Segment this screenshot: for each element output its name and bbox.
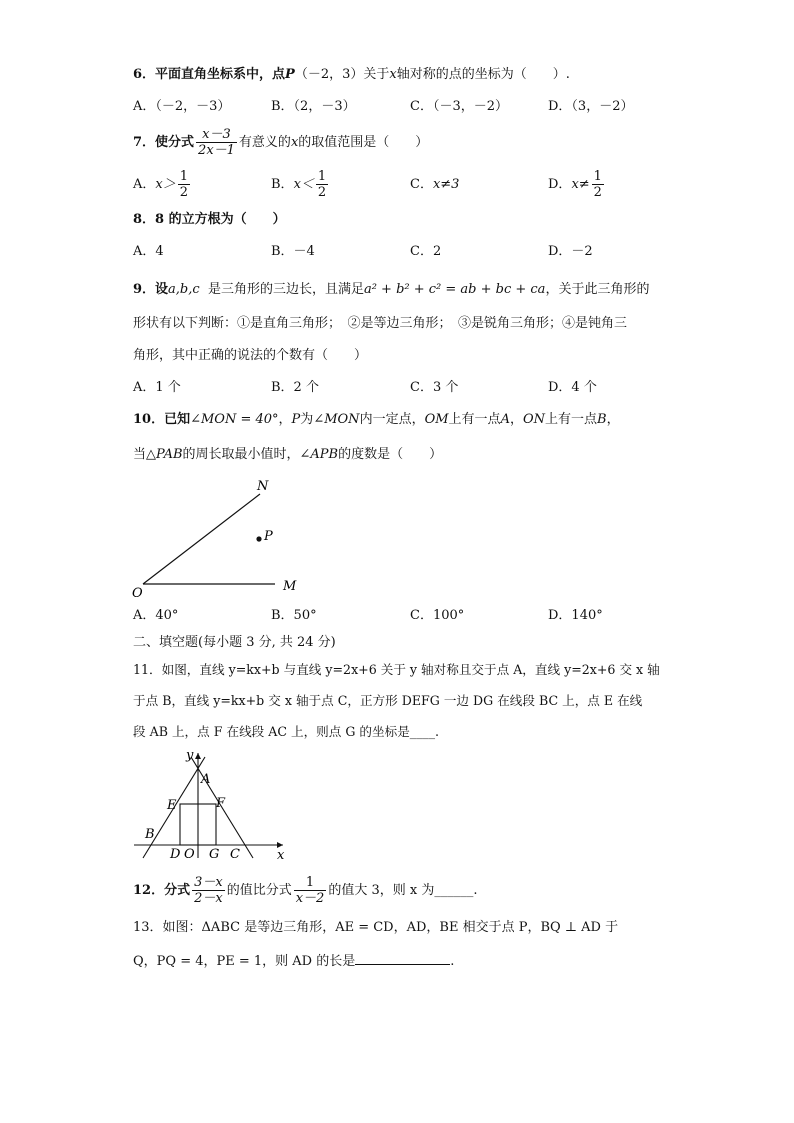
question-8-stem: 8．8 的立方根为（ ） [133,212,286,227]
question-9-line-1: 9．设a,b,c 是三角形的三边长，且满足a² + b² + c² = ab + bc + ca，关于此三角形的 [133,282,650,297]
question-9-line-2: 形状有以下判断：①是直角三角形； ②是等边三角形； ③是锐角三角形；④是钝角三 [133,316,628,331]
label-b: B [145,827,155,842]
question-10-line-2: 当△PAB的周长取最小值时，∠APB的度数是（ ） [133,447,443,462]
question-8-option-d: D．－2 [548,244,593,259]
fraction: $\frac{1}{x-2}$ [295,875,325,906]
question-9-line-3: 角形，其中正确的说法的个数有（ ） [133,348,368,363]
label-a: A [201,772,211,787]
answer-blank[interactable] [355,950,450,965]
section-heading: 二、填空题(每小题 3 分, 共 24 分) [133,635,336,650]
label-g: G [209,847,220,862]
label-f: F [216,796,226,811]
question-8-option-a: A．4 [133,244,164,259]
point-p [256,536,261,541]
question-12-stem: 12．分式 $\frac{3-x}{2-x}$ 的值比分式 $\frac{1}{x-2}$ 的值大 3，则 x 为______. [133,875,478,906]
question-11-line-3: 段 AB 上，点 F 在线段 AC 上，则点 G 的坐标是____. [133,724,440,739]
question-13-line-2: Q，PQ = 4，PE = 1，则 AD 的长是 . [133,950,454,972]
question-7-stem: 7．使分式 $\frac{x-3}{2x-1}$ 有意义的x的取值范围是（ ） [133,127,429,158]
question-6-option-a: A．（－2，－3） [133,99,231,114]
question-9-option-b: B．2 个 [271,380,319,395]
question-7-option-b: B．x＜ $\frac{1}{2}$ [271,169,327,200]
question-13-line-1: 13．如图：ΔABC 是等边三角形，AE = CD，AD，BE 相交于点 P，BQ ⊥ AD 于 [133,920,619,935]
label-e: E [167,798,177,813]
label-o: O [132,586,143,601]
label-n: N [257,479,269,494]
question-11-line-2: 于点 B，直线 y=kx+b 交 x 轴于点 C，正方形 DEFG 一边 DG 在线段 BC 上，点 E 在线 [133,693,643,708]
question-8-option-c: C．2 [410,244,442,259]
question-10-option-c: C．100° [410,608,465,623]
label-m: M [283,579,297,594]
angle-mon-figure [125,475,325,603]
question-9-option-c: C．3 个 [410,380,459,395]
fraction: $\frac{1}{2}$ [317,169,327,200]
question-6-option-b: B．（2，－3） [271,99,356,114]
fraction: $\frac{x-3}{2x-1}$ [198,127,235,158]
question-9-option-d: D．4 个 [548,380,597,395]
label-d: D [170,847,181,862]
question-6-stem: 6．平面直角坐标系中，点P（－2，3）关于x轴对称的点的坐标为（ ）. [133,67,570,82]
question-9-option-a: A．1 个 [133,380,181,395]
question-10-option-d: D．140° [548,608,603,623]
question-6-option-c: C．（－3，－2） [410,99,508,114]
ray-on [143,494,260,584]
fraction: $\frac{1}{2}$ [179,169,189,200]
y-axis-arrow-icon [195,753,201,759]
question-7-option-d: D．x≠ $\frac{1}{2}$ [548,169,602,200]
question-7-option-c: C．x≠3 [410,177,460,192]
label-p: P [264,529,273,544]
fraction: $\frac{3-x}{2-x}$ [194,875,223,906]
fraction: $\frac{1}{2}$ [593,169,602,200]
question-10-option-b: B．50° [271,608,317,623]
question-10-option-a: A．40° [133,608,179,623]
coordinate-figure [128,745,298,865]
question-8-option-b: B．－4 [271,244,315,259]
question-11-line-1: 11．如图，直线 y=kx+b 与直线 y=2x+6 关于 y 轴对称且交于点 A，直线 y=2x+6 交 x 轴 [133,662,660,677]
label-c: C [230,847,240,862]
label-x: x [277,848,285,863]
label-o: O [184,847,195,862]
question-7-option-a: A．x＞ $\frac{1}{2}$ [133,169,189,200]
label-y: y [186,748,194,763]
question-6-option-d: D．（3，－2） [548,99,634,114]
question-10-line-1: 10．已知∠MON = 40°，P为∠MON内一定点，OM上有一点A，ON上有一点B， [133,412,620,427]
